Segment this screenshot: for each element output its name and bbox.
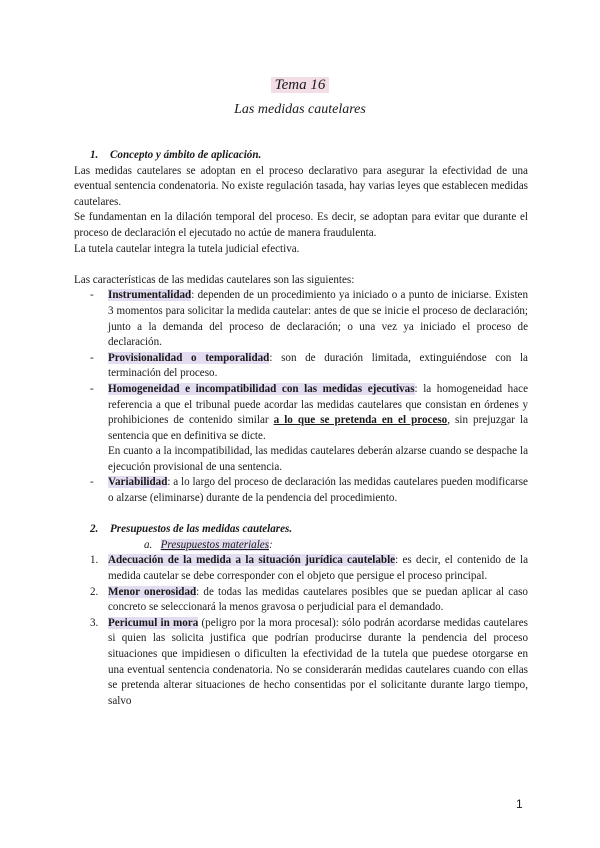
- term-highlight: Homogeneidad e incompatibilidad con las medidas ejecutivas: [108, 382, 415, 395]
- list-item: - Provisionalidad o temporalidad: son de duración limitada, extinguiéndose con la terminación del proceso.: [90, 351, 528, 380]
- list-item: 3. Pericumul in mora (peligro por la mora procesal): sólo podrán acordarse medidas cautelares si quien las solicita justifica que podrían producirse durante la pendencia del proceso situaciones que impidiesen o dificulten la efectividad de la tutela que puedese otorgarse en una eventual sentencia condenatoria. No se considerarán medidas cautelares cuando con ellas se pretenda alterar situaciones de hecho consentidas por el solicitante durante largo tiempo, salvo: [90, 616, 528, 707]
- term-highlight: Menor onerosidad: [108, 585, 197, 598]
- section-1-paragraph: Se fundamentan en la dilación temporal del proceso. Es decir, se adoptan para evitar que durante el proceso de declaración el ejecutado no actúe de manera fraudulenta.: [74, 211, 528, 239]
- characteristics-intro: Las características de las medidas cautelares son las siguientes:: [74, 273, 355, 286]
- list-item: 2. Menor onerosidad: de todas las medidas cautelares posibles que se puedan aplicar al caso concreto se seleccionará la menos gravosa o perjudicial para el demandado.: [90, 585, 528, 614]
- document-title: Tema 16: [271, 77, 330, 93]
- presupuestos-list: [74, 553, 528, 709]
- term-highlight: Adecuación de la medida a la situación jurídica cautelable: [108, 554, 396, 567]
- term-highlight: Variabilidad: [108, 476, 168, 489]
- section-1-paragraph: La tutela cautelar integra la tutela judicial efectiva.: [74, 242, 300, 255]
- section-1-paragraph: Las medidas cautelares se adoptan en el proceso declarativo para asegurar la efectividad de una eventual sentencia condenatoria. No existe regulación tasada, hay varias leyes que establecen medidas cautelares.: [74, 164, 528, 208]
- list-item: - Instrumentalidad: dependen de un procedimiento ya iniciado o a punto de iniciarse. Existen 3 momentos para solicitar la medida cautelar: antes de que se inicie el proceso de declaración; junto a la demanda del proceso de declaración; o una vez ya iniciado el proceso de declaración.: [90, 289, 528, 349]
- section-1-heading: 1. Concepto y ámbito de aplicación.: [90, 149, 262, 161]
- list-item: - Homogeneidad e incompatibilidad con las medidas ejecutivas: la homogeneidad hace referencia a que el tribunal puede acordar las medidas cautelares que consistan en órdenes y prohibiciones de contenido similar a lo que se pretenda en el proceso, sin prejuzgar la sentencia que en definitiva se dicte. En cuanto a la incompatibilidad, las medidas cautelares deberán alzarse cuando se despache la ejecución provisional de una sentencia.: [90, 382, 528, 473]
- section-2-heading: 2. Presupuestos de las medidas cautelares.: [90, 523, 293, 536]
- title-block: [0, 76, 600, 94]
- term-highlight: Instrumentalidad: [108, 289, 192, 302]
- term-highlight: Provisionalidad o temporalidad: [108, 351, 270, 364]
- subsection-a-label: a. Presupuestos materiales:: [144, 538, 273, 551]
- characteristics-list: [74, 288, 528, 506]
- subtitle-block: [0, 100, 600, 118]
- list-item: - Variabilidad: a lo largo del proceso de declaración las medidas cautelares pueden modificarse o alzarse (eliminarse) durante de la pendencia del procedimiento.: [90, 476, 528, 505]
- list-item: 1. Adecuación de la medida a la situación jurídica cautelable: es decir, el contenido de la medida cautelar se debe corresponder con el objeto que persigue el proceso principal.: [90, 554, 528, 583]
- underlined-phrase: a lo que se pretenda en el proceso: [273, 414, 448, 427]
- document-subtitle: Las medidas cautelares: [234, 102, 366, 117]
- document-body: [74, 148, 528, 709]
- page-number: 1: [516, 797, 523, 811]
- term-highlight: Pericumul in mora: [108, 616, 199, 629]
